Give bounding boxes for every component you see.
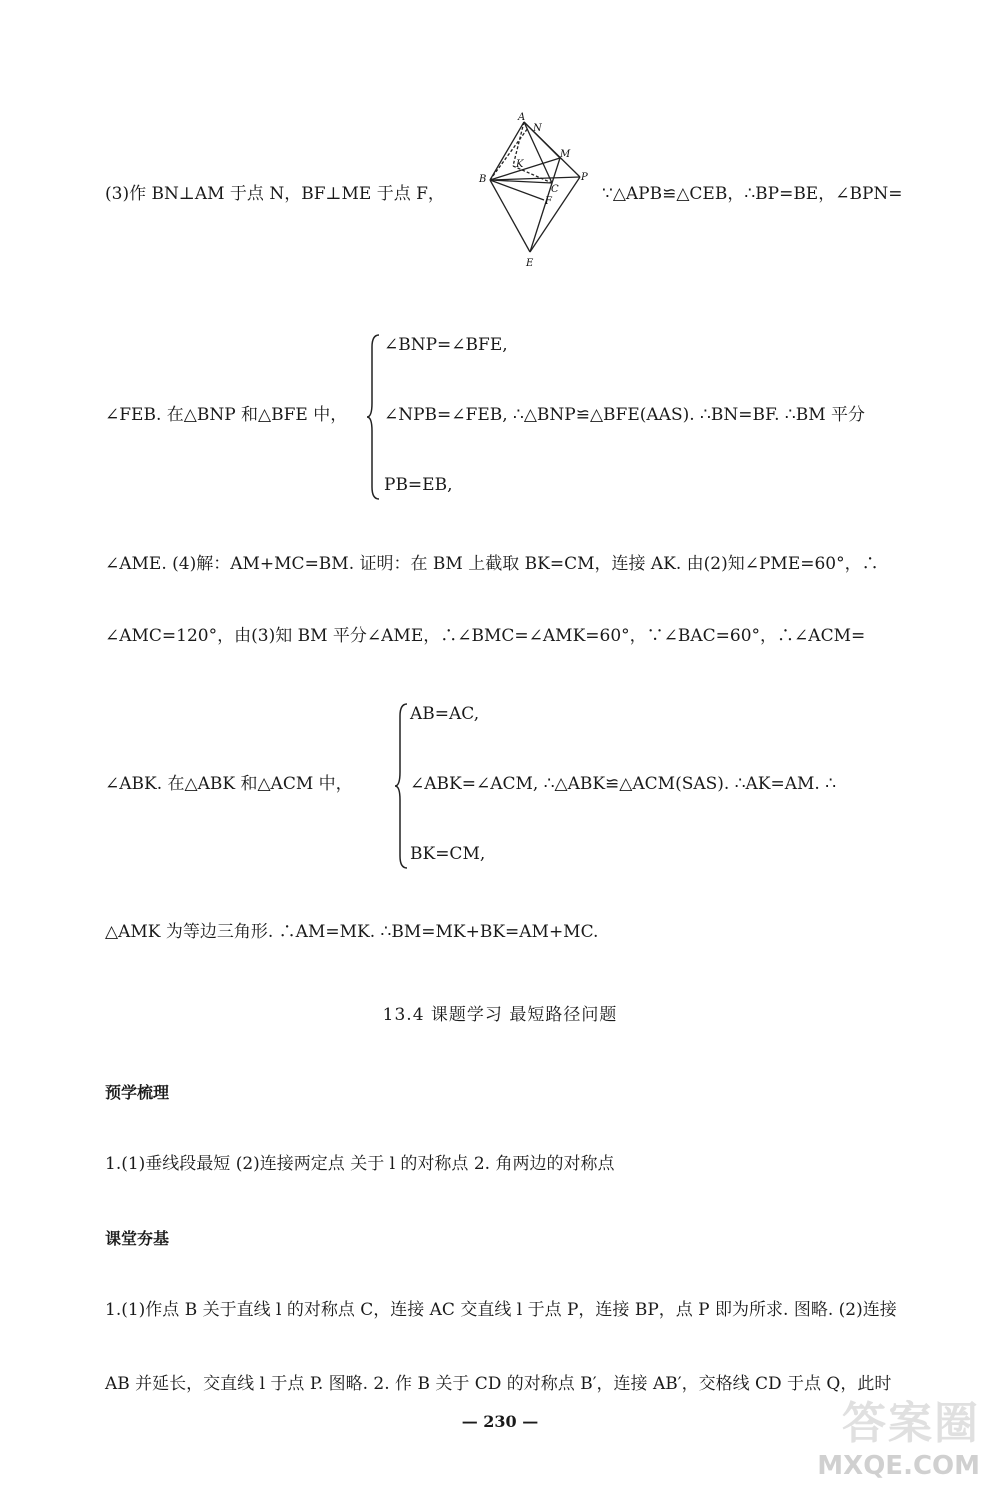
- label-M: M: [560, 149, 571, 160]
- geometry-diagram: [478, 110, 593, 270]
- text-line-4: ∠AMC=120°，由(3)知 BM 平分∠AME，∴∠BMC=∠AMK=60°，∵∠BAC=60°，∴∠ACM=: [105, 626, 866, 646]
- text-line-1b: ∵△APB≌△CEB，∴BP=BE，∠BPN=: [602, 184, 903, 204]
- system-2-line-1: AB=AC,: [410, 704, 480, 724]
- text-line-1a: (3)作 BN⊥AM 于点 N，BF⊥ME 于点 F，: [105, 184, 445, 204]
- watermark-en: MXQE.COM: [817, 1451, 980, 1481]
- watermark: [817, 1387, 980, 1481]
- label-A: A: [518, 112, 526, 123]
- watermark-cn: 答案圈: [842, 1398, 980, 1449]
- label-K: K: [516, 159, 524, 170]
- system-1-line-2: ∠NPB=∠FEB, ∴△BNP≌△BFE(AAS). ∴BN=BF. ∴BM 平分: [384, 405, 866, 425]
- text-line-5-left: ∠ABK. 在△ABK 和△ACM 中，: [105, 774, 353, 794]
- system-2-line-2: ∠ABK=∠ACM, ∴△ABK≌△ACM(SAS). ∴AK=AM. ∴: [410, 774, 837, 794]
- text-line-3: ∠AME. (4)解：AM+MC=BM. 证明：在 BM 上截取 BK=CM，连接 AK. 由(2)知∠PME=60°，∴: [105, 554, 879, 574]
- heading-preview: 预学梳理: [105, 1083, 170, 1102]
- label-P: P: [581, 172, 588, 183]
- system-1-line-3: PB=EB,: [384, 475, 453, 495]
- text-line-6: △AMK 为等边三角形. ∴AM=MK. ∴BM=MK+BK=AM+MC.: [105, 922, 599, 942]
- system-2-line-3: BK=CM,: [410, 844, 486, 864]
- label-C: C: [551, 184, 559, 195]
- brace-2: [394, 702, 410, 870]
- label-B: B: [479, 174, 487, 185]
- page-number: — 230 —: [461, 1412, 539, 1431]
- answer-line-1: 1.(1)垂线段最短 (2)连接两定点 关于 l 的对称点 2. 角两边的对称点: [105, 1154, 615, 1174]
- brace-1: [366, 333, 382, 501]
- answer-line-3: AB 并延长，交直线 l 于点 P. 图略. 2. 作 B 关于 CD 的对称点 B′，连接 AB′，交格线 CD 于点 Q，此时: [105, 1374, 892, 1394]
- label-F: F: [545, 196, 552, 207]
- heading-classwork: 课堂夯基: [105, 1229, 170, 1248]
- text-line-2-left: ∠FEB. 在△BNP 和△BFE 中，: [105, 405, 348, 425]
- label-E: E: [526, 258, 534, 269]
- system-1-line-1: ∠BNP=∠BFE,: [384, 335, 508, 355]
- section-title: 13.4 课题学习 最短路径问题: [382, 1005, 618, 1025]
- label-N: N: [533, 123, 542, 134]
- answer-line-2: 1.(1)作点 B 关于直线 l 的对称点 C，连接 AC 交直线 l 于点 P，连接 BP，点 P 即为所求. 图略. (2)连接: [105, 1300, 897, 1320]
